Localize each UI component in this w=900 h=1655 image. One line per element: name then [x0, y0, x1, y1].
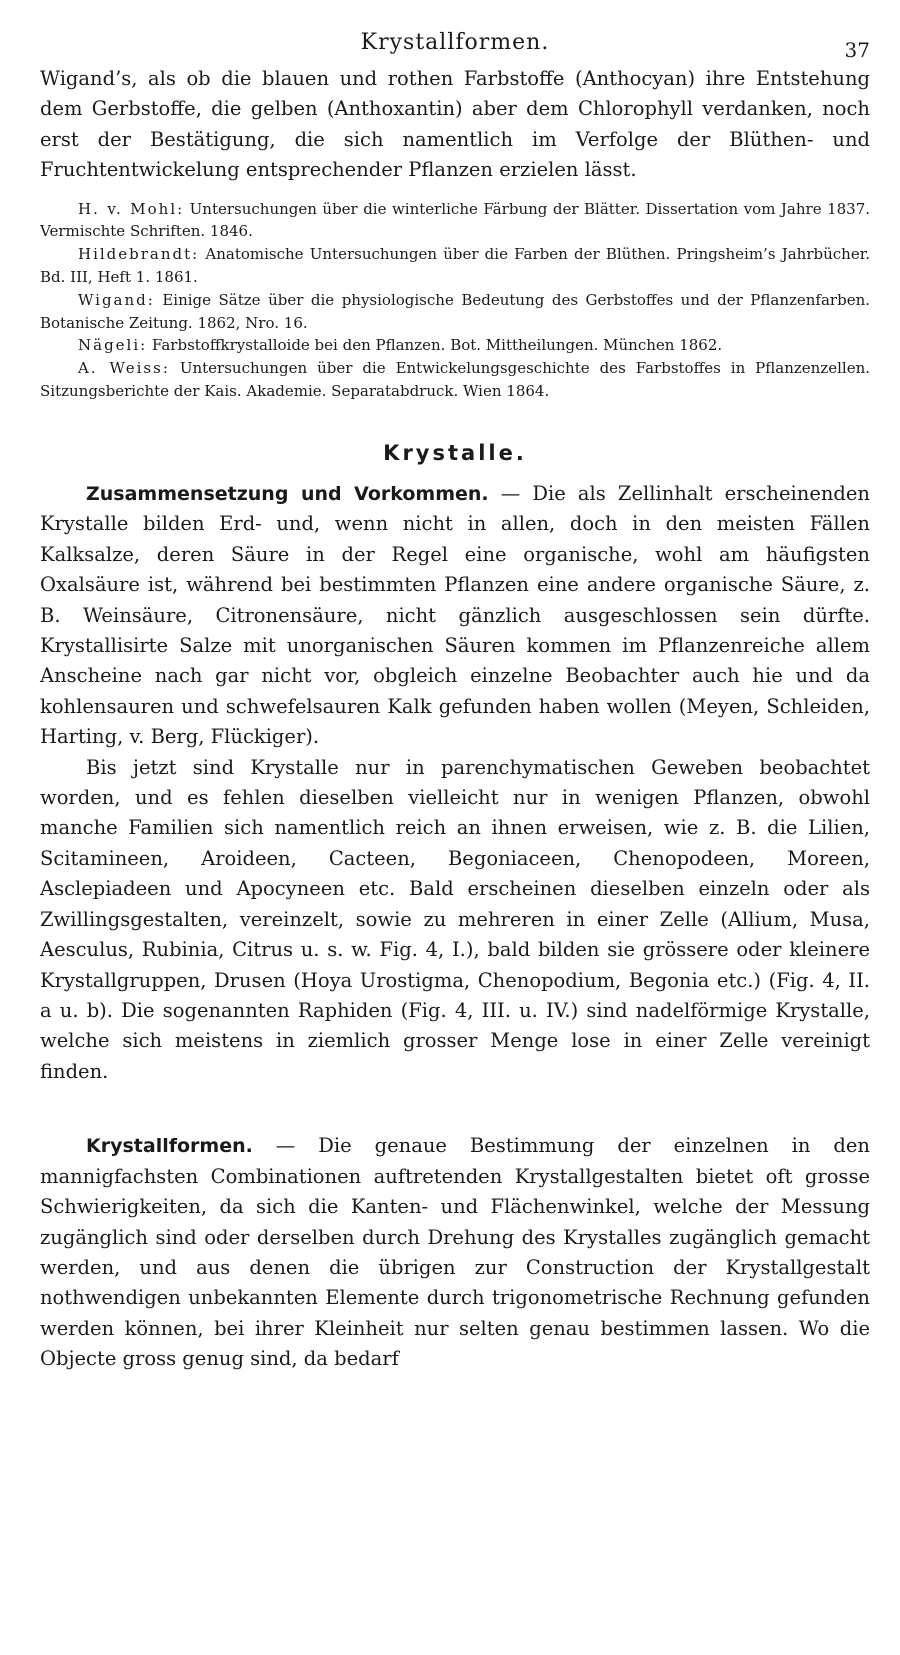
reference-text: Einige Sätze über die physiologische Bedeutung des Gerbstoffes und der Pflanzenfarben. Botanische Zeitung. 1862, Nro. 16. [40, 290, 870, 332]
run-in-heading: Krystallformen. [86, 1135, 253, 1158]
running-head [40, 24, 870, 64]
reference-text: Untersuchungen über die winterliche Färbung der Blätter. Dissertation vom Jahre 1837. Vermischte Schriften. 1846. [40, 199, 871, 241]
paragraph-text: — Die genaue Bestimmung der einzelnen in den mannigfachsten Combinationen auftretenden Krystallgestalten bietet oft grosse Schwierigkeiten, da sich die Kanten- und Flächenwinkel, welche der Messung zugänglich sind oder derselben durch Drehung des Krystalles zugänglich gemacht werden, und aus denen die übrigen zur Construction der Krystallgestalt nothwendigen unbekannten Elemente durch trigonometrische Rechnung gefunden werden können, bei ihrer Kleinheit nur selten genau bestimmen lassen. Wo die Objecte gross genug sind, da bedarf [40, 1134, 870, 1371]
reference-list [40, 198, 870, 403]
page-number: 37 [844, 38, 870, 62]
reference-text: Farbstoffkrystalloide bei den Pflanzen. Bot. Mittheilungen. München 1862. [147, 336, 723, 355]
reference-text: Anatomische Untersuchungen über die Farben der Blüthen. Pringsheim’s Jahrbücher. Bd. III, Heft 1. 1861. [40, 245, 870, 287]
reference-item [40, 198, 870, 244]
paragraph-occurrence: Bis jetzt sind Krystalle nur in parenchymatischen Geweben beobachtet worden, und es fehlen dieselben vielleicht nur in wenigen Pflanzen, obwohl manche Familien sich namentlich reich an ihnen erweisen, wie z. B. die Lilien, Scitamineen, Aroideen, Cacteen, Begoniaceen, Chenopodeen, Moreen, Asclepiadeen und Apocyneen etc. Bald erscheinen dieselben einzeln oder als Zwillingsgestalten, vereinzelt, sowie zu mehreren in einer Zelle (Allium, Musa, Aesculus, Rubinia, Citrus u. s. w. Fig. 4, I.), bald bilden sie grössere oder kleinere Krystallgruppen, Drusen (Hoya Urostigma, Chenopodium, Begonia etc.) (Fig. 4, II. a u. b). Die sogenannten Raphiden (Fig. 4, III. u. IV.) sind nadelförmige Krystalle, welche sich meistens in ziemlich grosser Menge lose in einer Zelle vereinigt finden. [40, 755, 870, 1083]
reference-author: Nägeli: [78, 336, 148, 355]
paragraph-text: — Die als Zellinhalt erscheinenden Krystalle bilden Erd- und, wenn nicht in allen, doch in den meisten Fällen Kalksalze, deren Säure in der Regel eine organische, wohl am häufigsten Oxalsäure ist, während bei bestimmten Pflanzen eine andere organische Säure, z. B. Weinsäure, Citronensäure, nicht gänzlich ausgeschlossen sein dürfte. Krystallisirte Salze mit unorganischen Säuren kommen im Pflanzenreiche allem Anscheine nach gar nicht vor, obgleich einzelne Beobachter auch hie und da kohlensauren und schwefelsauren Kalk gefunden haben wollen (Meyen, Schleiden, Harting, v. Berg, Flückiger). [40, 481, 870, 749]
intro-paragraph: Wigand’s, als ob die blauen und rothen Farbstoffe (Anthocyan) ihre Entstehung dem Gerbstoffe, die gelben (Anthoxantin) aber dem Chlorophyll verdanken, noch erst der Bestätigung, die sich namentlich im Verfolge der Blüthen- und Fruchtentwickelung entsprechender Pflanzen erzielen lässt. [40, 67, 870, 182]
reference-author: H. v. Mohl: [78, 199, 185, 218]
paragraph-composition [40, 479, 870, 753]
run-in-heading: Zusammensetzung und Vorkommen. [86, 482, 489, 505]
running-title: Krystallformen. [360, 30, 550, 55]
reference-author: A. Weiss: [78, 359, 170, 378]
reference-author: Wigand: [78, 290, 155, 309]
section-heading: Krystalle. [383, 440, 527, 465]
reference-item [40, 334, 870, 357]
paragraph-crystal-forms [40, 1131, 870, 1374]
reference-item [40, 357, 870, 403]
reference-item [40, 243, 870, 289]
reference-item [40, 289, 870, 335]
reference-author: Hildebrandt: [78, 245, 200, 264]
reference-text: Untersuchungen über die Entwickelungsgeschichte des Farbstoffes in Pflanzenzellen. Sitzungsberichte der Kais. Akademie. Separatabdruck. Wien 1864. [40, 359, 871, 400]
